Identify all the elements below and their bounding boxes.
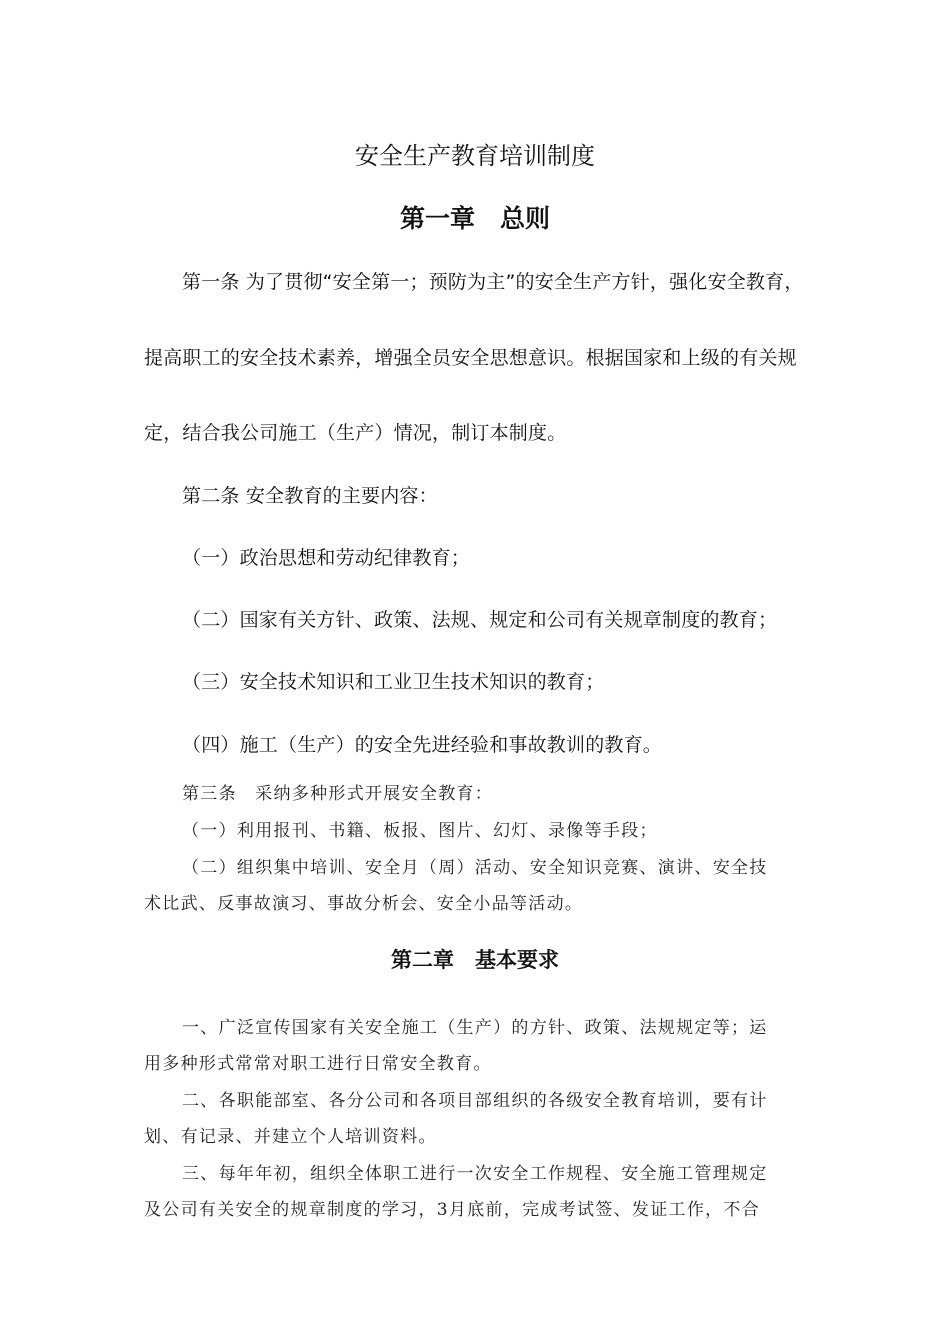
article-1-line-1: 第一条 为了贯彻“安全第一；预防为主”的安全生产方针，强化安全教育， [182, 271, 804, 293]
article-1-line-3: 定，结合我公司施工（生产）情况，制订本制度。 [144, 422, 567, 444]
requirement-3-line-1: 三、每年年初，组织全体职工进行一次安全工作规程、安全施工管理规定 [182, 1164, 768, 1184]
chapter-2-heading: 第二章 基本要求 [391, 948, 559, 972]
requirement-1-line-1: 一、广泛宣传国家有关安全施工（生产）的方针、政策、法规规定等；运 [182, 1018, 768, 1038]
requirement-2-line-2: 划、有记录、并建立个人培训资料。 [144, 1127, 437, 1147]
article-3-heading: 第三条 采纳多种形式开展安全教育： [182, 784, 494, 804]
requirement-1-line-2: 用多种形式常常对职工进行日常安全教育。 [144, 1054, 492, 1074]
document-title: 安全生产教育培训制度 [355, 142, 595, 170]
article-3-item-1: （一）利用报刊、书籍、板报、图片、幻灯、录像等手段； [182, 821, 658, 841]
article-2-item: （四）施工（生产）的安全先进经验和事故教训的教育。 [182, 734, 663, 756]
article-3-item-2-line-2: 术比武、反事故演习、事故分析会、安全小品等活动。 [144, 894, 584, 914]
requirement-3-line-2: 及公司有关安全的规章制度的学习，3月底前，完成考试签、发证工作，不合 [144, 1200, 761, 1220]
article-2-item: （一）政治思想和劳动纪律教育； [182, 547, 471, 569]
requirement-2-line-1: 二、各职能部室、各分公司和各项目部组织的各级安全教育培训，要有计 [182, 1091, 768, 1111]
chapter-1-heading: 第一章 总则 [399, 204, 550, 233]
article-2-item: （三）安全技术知识和工业卫生技术知识的教育； [182, 671, 605, 693]
article-2-item: （二）国家有关方针、政策、法规、规定和公司有关规章制度的教育； [182, 609, 778, 631]
article-3-item-2-line-1: （二）组织集中培训、安全月（周）活动、安全知识竞赛、演讲、安全技 [182, 858, 768, 878]
article-2-heading: 第二条 安全教育的主要内容： [182, 485, 438, 507]
article-1-line-2: 提高职工的安全技术素养，增强全员安全思想意识。根据国家和上级的有关规 [144, 347, 797, 369]
